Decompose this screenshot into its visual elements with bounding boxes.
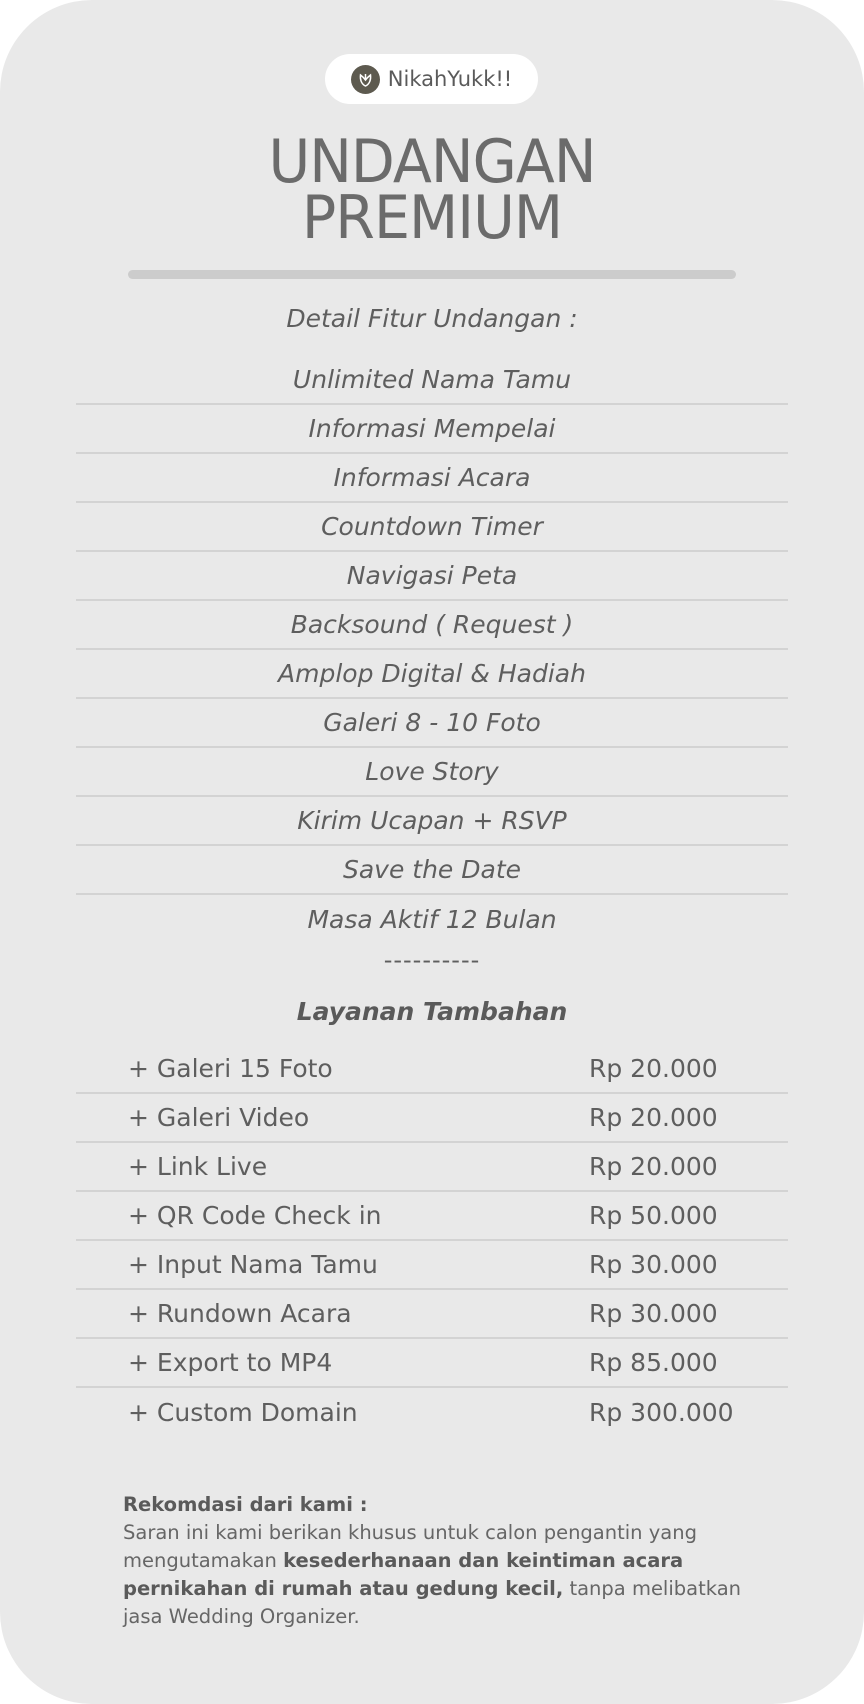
addon-price: Rp 300.000	[589, 1398, 734, 1427]
addon-name: + Rundown Acara	[128, 1299, 352, 1328]
tulip-icon	[351, 65, 380, 94]
feature-item: Masa Aktif 12 Bulan	[307, 905, 557, 934]
addon-price: Rp 20.000	[589, 1103, 718, 1132]
feature-item: Backsound ( Request )	[76, 601, 788, 650]
addon-name: + Input Nama Tamu	[128, 1250, 378, 1279]
addon-name: + QR Code Check in	[128, 1201, 382, 1230]
feature-item: Navigasi Peta	[76, 552, 788, 601]
addon-price: Rp 30.000	[589, 1299, 718, 1328]
recommendation-text-before: Saran ini kami berikan khusus untuk calon pengantin yang mengutamakan	[123, 1521, 697, 1572]
addon-price: Rp 20.000	[589, 1054, 718, 1083]
addon-name: + Galeri Video	[128, 1103, 310, 1132]
addon-name: + Link Live	[128, 1152, 268, 1181]
addon-price: Rp 85.000	[589, 1348, 718, 1377]
addon-row	[76, 1339, 788, 1388]
addon-row	[76, 1290, 788, 1339]
addon-row	[76, 1045, 788, 1094]
feature-item: Amplop Digital & Hadiah	[76, 650, 788, 699]
addon-price: Rp 20.000	[589, 1152, 718, 1181]
addon-row	[76, 1094, 788, 1143]
feature-item: Informasi Acara	[76, 454, 788, 503]
feature-item: Love Story	[76, 748, 788, 797]
addon-row	[76, 1388, 788, 1437]
addon-list	[76, 1045, 788, 1437]
title-divider	[128, 270, 736, 279]
feature-item: Save the Date	[76, 846, 788, 895]
addon-name: + Custom Domain	[128, 1398, 358, 1427]
addon-row	[76, 1192, 788, 1241]
addon-price: Rp 30.000	[589, 1250, 718, 1279]
addon-row	[76, 1143, 788, 1192]
addons-heading: Layanan Tambahan	[296, 997, 568, 1026]
addon-price: Rp 50.000	[589, 1201, 718, 1230]
feature-item: Kirim Ucapan + RSVP	[76, 797, 788, 846]
features-heading: Detail Fitur Undangan :	[286, 304, 578, 333]
addon-name: + Export to MP4	[128, 1348, 333, 1377]
recommendation-text-after: tanpa melibatkan jasa Wedding Organizer.	[123, 1577, 742, 1628]
recommendation-text-bold: kesederhanaan dan keintiman acara pernikahan di rumah atau gedung kecil,	[123, 1549, 684, 1600]
recommendation-title: Rekomdasi dari kami :	[123, 1493, 368, 1516]
page-title-line1: UNDANGAN	[268, 127, 596, 197]
brand-name: NikahYukk!!	[387, 67, 513, 91]
addon-row	[76, 1241, 788, 1290]
recommendation-text	[123, 1519, 753, 1631]
feature-item: Countdown Timer	[76, 503, 788, 552]
page-title-line2: PREMIUM	[301, 183, 563, 253]
brand-badge	[325, 54, 538, 104]
feature-list	[76, 356, 788, 944]
recommendation-block	[123, 1491, 753, 1631]
feature-item: Galeri 8 - 10 Foto	[76, 699, 788, 748]
feature-item: Informasi Mempelai	[76, 405, 788, 454]
feature-item: Unlimited Nama Tamu	[76, 356, 788, 405]
addon-name: + Galeri 15 Foto	[128, 1054, 333, 1083]
section-separator: ----------	[383, 946, 481, 974]
